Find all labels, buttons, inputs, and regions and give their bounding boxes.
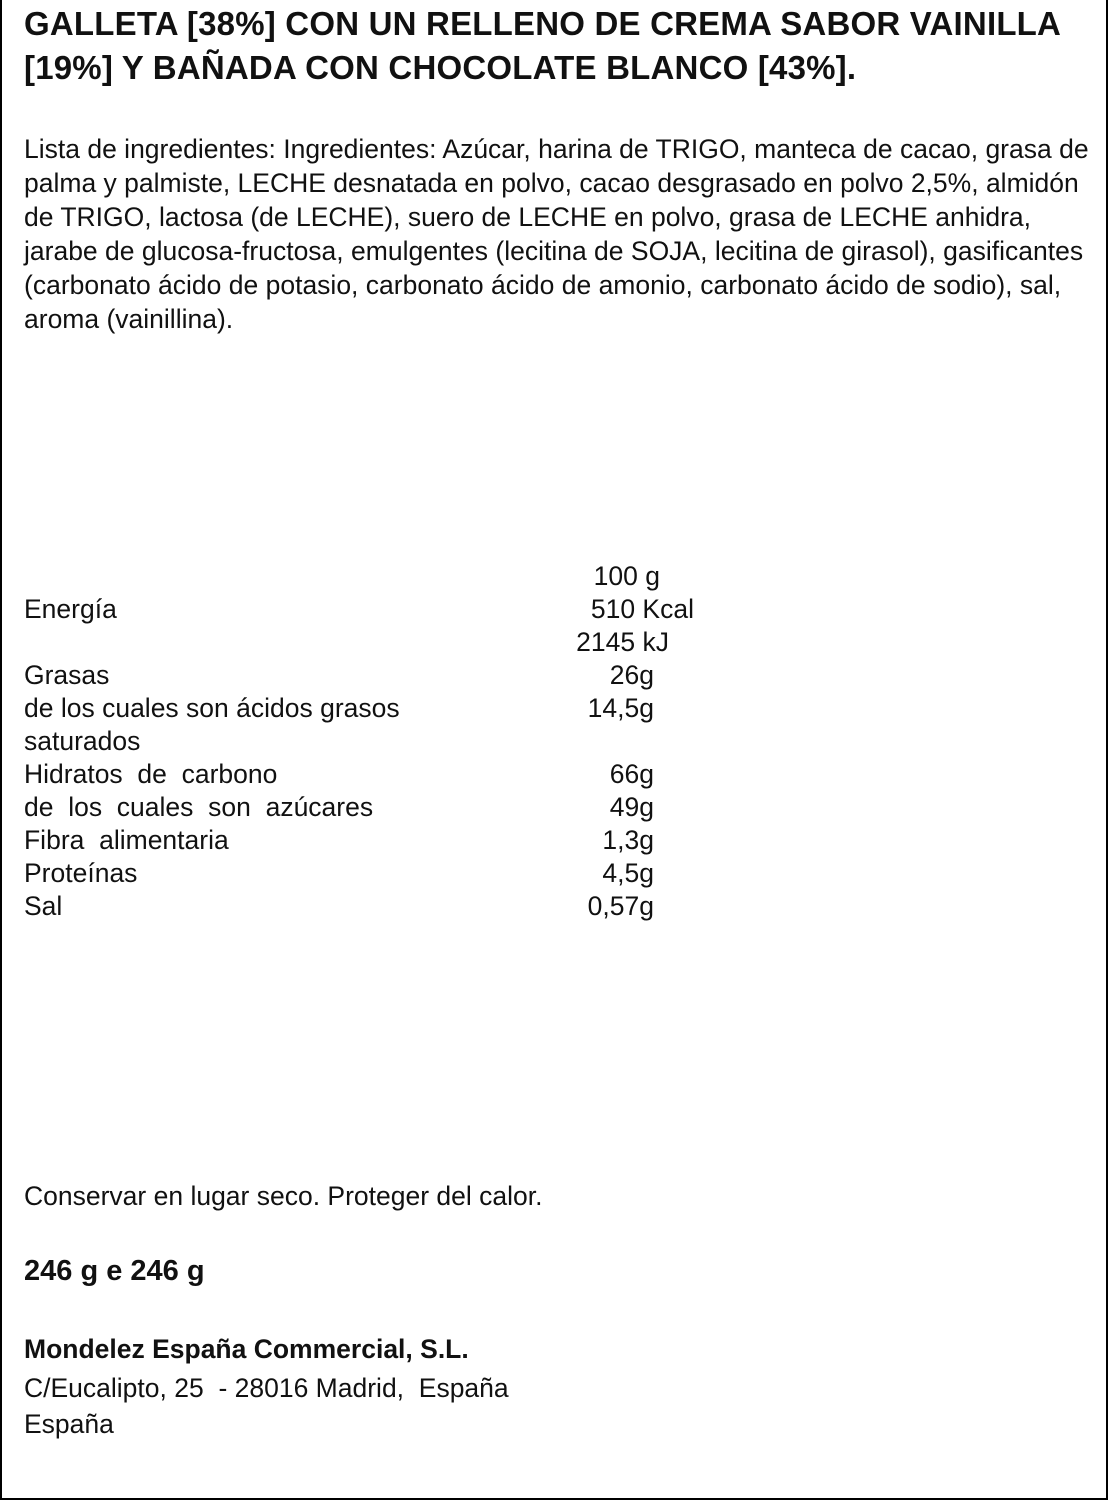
saturated-fat-row-cont [24,725,724,758]
product-title: GALLETA [38%] CON UN RELLENO DE CREMA SABOR VAINILLA [19%] Y BAÑADA CON CHOCOLATE BLANCO [43%]. [24,5,1060,86]
carbohydrates-label: Hidratos de carbono [24,759,278,789]
manufacturer-name: Mondelez España Commercial, S.L. [24,1334,469,1364]
protein-value: 4,5g [602,858,654,888]
manufacturer-address [24,1370,509,1442]
carbohydrates-value: 66g [609,759,654,789]
salt-value: 0,57g [587,891,654,921]
protein-row [24,857,724,890]
storage-instructions: Conservar en lugar seco. Proteger del calor. [24,1181,543,1211]
saturated-fat-label-cont: saturados [24,726,141,756]
address-country: España [24,1409,114,1439]
energy-kcal-value: 510 Kcal [590,594,694,624]
energy-row [24,593,724,626]
fiber-label: Fibra alimentaria [24,825,229,855]
sugars-label: de los cuales son azúcares [24,792,374,822]
energy-kj-value: 2145 kJ [576,627,669,657]
per-100g-header: 100 g [593,561,660,591]
address-line: C/Eucalipto, 25 - 28016 Madrid, España [24,1373,509,1403]
nutrition-header-row [24,560,724,593]
sugars-row [24,791,724,824]
fat-row [24,659,724,692]
fat-label: Grasas [24,660,110,690]
protein-label: Proteínas [24,858,138,888]
carbohydrates-row [24,758,724,791]
saturated-fat-value: 14,5g [587,693,654,723]
energy-label: Energía [24,594,117,624]
ingredients-list: Lista de ingredientes: Ingredientes: Azúcar, harina de TRIGO, manteca de cacao, grasa de palma y palmiste, LECHE desnatada en polvo, cacao desgrasado en polvo 2,5%, almidón de TRIGO, lactosa (de LECHE), suero de LECHE en polvo, grasa de LECHE anhidra, jarabe de glucosa-fructosa, emulgentes (lecitina de SOJA, lecitina de girasol), gasificantes (carbonato ácido de potasio, carbonato ácido de amonio, carbonato ácido de sodio), sal, aroma (vainillina). [24,134,1089,334]
energy-kj-row [24,626,724,659]
saturated-fat-row [24,692,724,725]
salt-label: Sal [24,891,63,921]
sugars-value: 49g [609,792,654,822]
fiber-value: 1,3g [602,825,654,855]
saturated-fat-label: de los cuales son ácidos grasos [24,693,400,723]
net-weight: 246 g e 246 g [24,1255,205,1287]
fiber-row [24,824,724,857]
fat-value: 26g [609,660,654,690]
salt-row [24,890,724,923]
